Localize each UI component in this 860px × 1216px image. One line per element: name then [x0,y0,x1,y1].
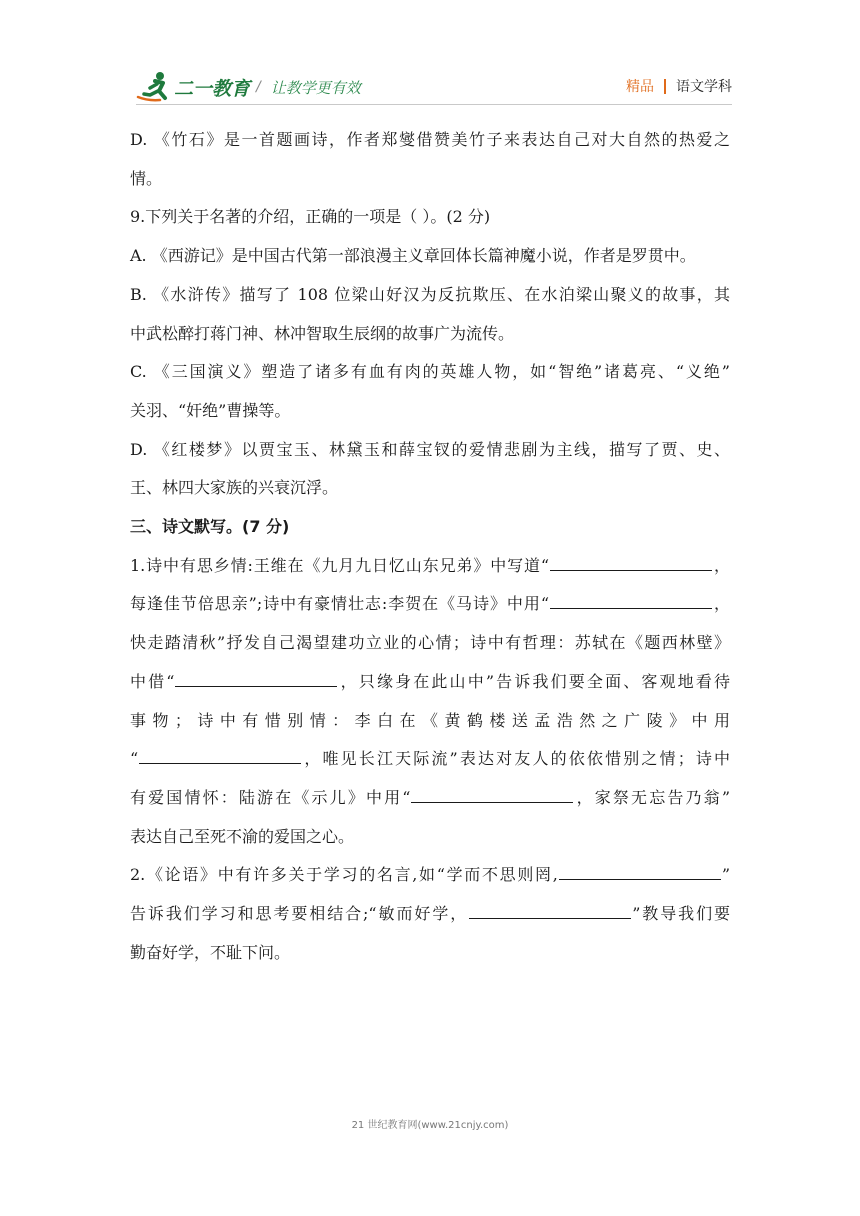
text-span: ，家祭无忘告乃翁” [574,787,730,807]
dictation-line [130,779,730,818]
dictation-line [130,895,730,934]
answer-blank[interactable] [175,685,337,687]
text-span: “ [130,749,139,769]
subject-badge [626,76,732,96]
page-header [0,0,860,110]
option-c-cont: 关羽、“奸绝”曹操等。 [130,400,291,420]
dictation-line [130,547,730,586]
brand-logo[interactable] [136,70,361,104]
answer-blank[interactable] [139,762,301,764]
text-span: 告诉我们学习和思考要相结合;“敏而好学， [130,904,469,924]
badge-divider [664,79,666,94]
text-line: D. 《竹石》是一首题画诗，作者郑燮借赞美竹子来表达自己对大自然的热爱之 [130,130,730,149]
text-span: ， [713,594,730,614]
answer-blank[interactable] [550,569,712,571]
text-span: ” [721,865,730,885]
section-heading: 三、诗文默写。(7 分) [130,517,290,537]
text-line: 情。 [130,168,163,188]
logo-name: 二一教育 [174,77,251,100]
text-span: ，唯见长江天际流”表达对友人的依依惜别之情；诗中 [302,749,730,769]
dictation-line: 表达自己至死不渝的爱国之心。 [130,826,355,846]
dictation-line [130,585,730,624]
answer-blank[interactable] [469,917,631,919]
answer-blank[interactable] [411,801,573,803]
option-d: D. 《红楼梦》以贾宝玉、林黛玉和薛宝钗的爱情悲剧为主线，描写了贾、史、 [130,439,730,459]
header-divider [136,104,732,105]
text-span: ， [713,555,730,575]
dictation-line [130,663,730,702]
dictation-line [130,740,730,779]
answer-blank[interactable] [559,878,721,880]
text-span: 有爱国情怀：陆游在《示儿》中用“ [130,787,411,807]
option-b-cont: 中武松醉打蒋门神、林冲智取生辰纲的故事广为流传。 [130,323,515,343]
text-span: 2.《论语》中有许多关于学习的名言,如“学而不思则罔, [130,865,558,885]
page-footer: 21 世纪教育网(www.21cnjy.com) [351,1120,509,1131]
text-span: 中借“ [130,671,175,691]
text-span: ”教导我们要 [632,904,730,924]
option-b: B. 《水浒传》描写了 108 位梁山好汉为反抗欺压、在水泊梁山聚义的故事，其 [130,284,730,304]
dictation-line: 勤奋好学，不耻下问。 [130,942,291,962]
dictation-line: 事物；诗中有惜别情：李白在《黄鹤楼送孟浩然之广陵》中用 [130,710,730,730]
option-d-cont: 王、林四大家族的兴衰沉浮。 [130,478,339,498]
question-9: 9.下列关于名著的介绍，正确的一项是（ ）。(2 分) [130,207,491,227]
badge-premium: 精品 [626,79,654,95]
dictation-line: 快走踏清秋”抒发自己渴望建功立业的心情；诗中有哲理：苏轼在《题西林壁》 [130,633,730,653]
badge-subject: 语文学科 [676,79,732,95]
option-a: A. 《西游记》是中国古代第一部浪漫主义章回体长篇神魔小说，作者是罗贯中。 [130,246,696,266]
text-span: 每逢佳节倍思亲”;诗中有豪情壮志:李贺在《马诗》中用“ [130,594,550,614]
running-man-icon [136,71,172,103]
text-span: ，只缘身在此山中”告诉我们要全面、客观地看待 [338,671,730,691]
document-body [130,121,730,972]
option-c: C. 《三国演义》塑造了诸多有血有肉的英雄人物，如“智绝”诸葛亮、“义绝” [130,362,730,382]
dictation-line [130,856,730,895]
answer-blank[interactable] [550,607,712,609]
logo-slogan: 让教学更有效 [270,78,361,97]
text-span: 1.诗中有思乡情:王维在《九月九日忆山东兄弟》中写道“ [130,555,550,575]
logo-separator: / [256,79,261,95]
